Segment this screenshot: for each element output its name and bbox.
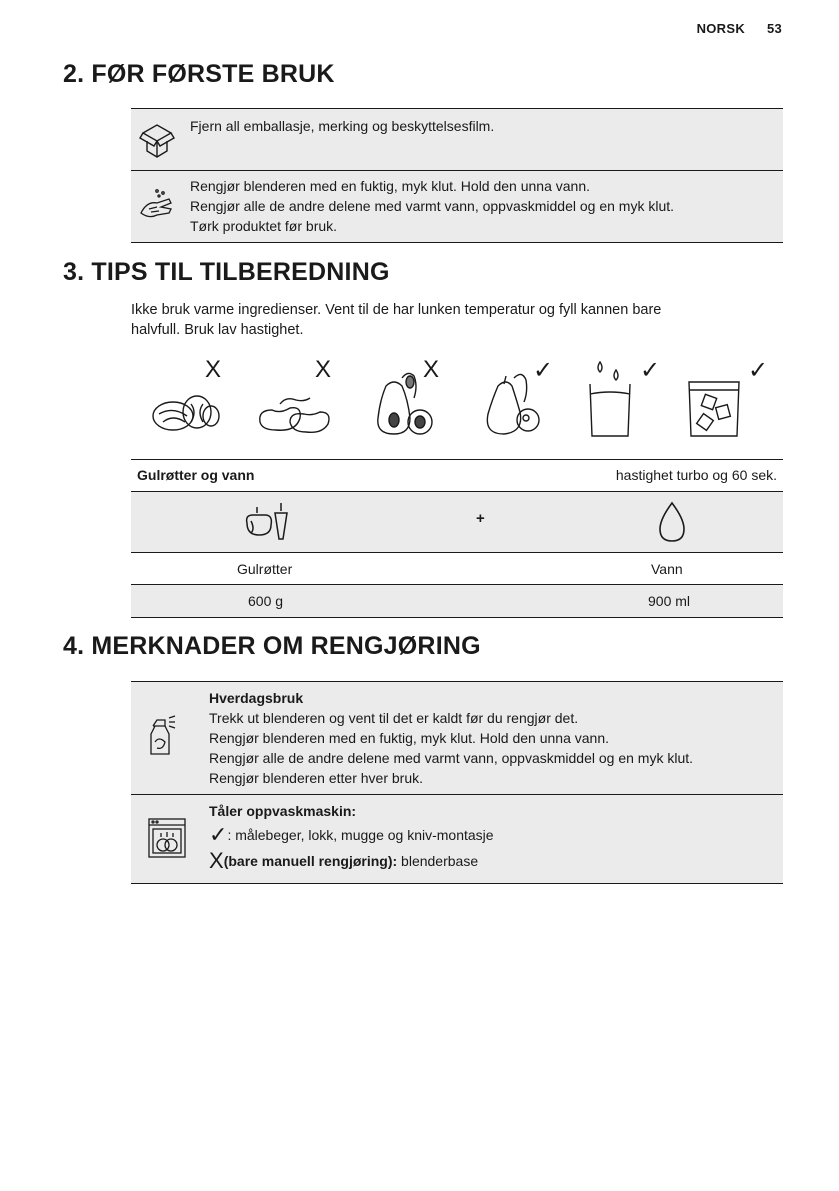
- tips-intro: [131, 300, 781, 340]
- first-use-table: [131, 108, 783, 243]
- mark-pear: ✓: [533, 357, 554, 384]
- mark-water: ✓: [640, 357, 661, 384]
- ingredient-name-row: [131, 553, 783, 585]
- tips-intro-line-1: Ikke bruk varme ingredienser. Vent til de har lunken temperatur og fyll kannen bare: [131, 302, 662, 318]
- dishwasher-heading: Tåler oppvaskmaskin:: [209, 803, 357, 819]
- first-use-text-2: Rengjør blenderen med en fuktig, myk klut. Hold den unna vann.: [190, 178, 591, 194]
- language-label: NORSK: [696, 21, 746, 36]
- cleaning-row-daily: [131, 681, 783, 794]
- dishwasher-icon: [147, 817, 187, 859]
- unpack-box-icon: [137, 119, 177, 159]
- spray-bottle-icon: [145, 714, 181, 758]
- carrot-icon: [243, 499, 295, 543]
- daily-line-1: Trekk ut blenderen og vent til det er kaldt før du rengjør det.: [209, 710, 579, 726]
- recipe-header-row: [131, 459, 783, 492]
- dishwasher-no-text: blenderbase: [397, 853, 479, 869]
- dishwasher-no-label: (bare manuell rengjøring):: [223, 853, 398, 869]
- plus-sign: +: [476, 510, 485, 527]
- wipe-cloth-icon: [137, 183, 177, 223]
- section-4-title: 4. MERKNADER OM RENGJØRING: [63, 632, 481, 660]
- first-use-row-clean: [131, 170, 783, 243]
- ingredient-amount-carrots: 600 g: [248, 593, 284, 609]
- ingredient-name-carrots: Gulrøtter: [237, 561, 293, 577]
- ingredient-amount-row: [131, 585, 783, 618]
- first-use-text-3: Rengjør alle de andre delene med varmt vann, oppvaskmiddel og en myk klut.: [190, 198, 675, 214]
- recipe-icon-row: [131, 492, 783, 553]
- section-2-title: 2. FØR FØRSTE BRUK: [63, 60, 335, 88]
- page-header: [679, 21, 782, 36]
- first-use-text-4: Tørk produktet før bruk.: [190, 218, 338, 234]
- first-use-row-unpack: [131, 108, 783, 170]
- cleaning-table: [131, 681, 783, 884]
- mark-beans: X: [315, 356, 332, 383]
- nuts-icon: [145, 356, 235, 440]
- avocado-icon: [368, 356, 458, 440]
- dishwasher-no-mark: X: [209, 848, 224, 873]
- daily-line-2: Rengjør blenderen med en fuktig, myk klut. Hold den unna vann.: [209, 730, 610, 746]
- daily-heading: Hverdagsbruk: [209, 690, 304, 706]
- page-number: 53: [766, 21, 782, 36]
- section-3-title: 3. TIPS TIL TILBEREDNING: [63, 258, 390, 286]
- ingredient-amount-water: 900 ml: [648, 593, 691, 609]
- recipe-setting: hastighet turbo og 60 sek.: [615, 467, 777, 483]
- mark-ice: ✓: [748, 357, 769, 384]
- ingredient-name-water: Vann: [651, 561, 683, 577]
- first-use-text-1: Fjern all emballasje, merking og beskyttelsesfilm.: [190, 118, 495, 134]
- recipe-name: Gulrøtter og vann: [137, 467, 255, 483]
- daily-line-4: Rengjør blenderen etter hver bruk.: [209, 770, 423, 786]
- mark-avocado: X: [423, 356, 440, 383]
- mark-nuts: X: [205, 356, 222, 383]
- daily-line-3: Rengjør alle de andre delene med varmt vann, oppvaskmiddel og en myk klut.: [209, 750, 694, 766]
- dishwasher-yes-text: : målebeger, lokk, mugge og kniv-montasje: [227, 827, 494, 843]
- water-drop-icon: [652, 499, 692, 545]
- dishwasher-yes-mark: ✓: [209, 822, 228, 847]
- cleaning-row-dishwasher: [131, 794, 783, 884]
- tips-intro-line-2: halvfull. Bruk lav hastighet.: [131, 322, 304, 338]
